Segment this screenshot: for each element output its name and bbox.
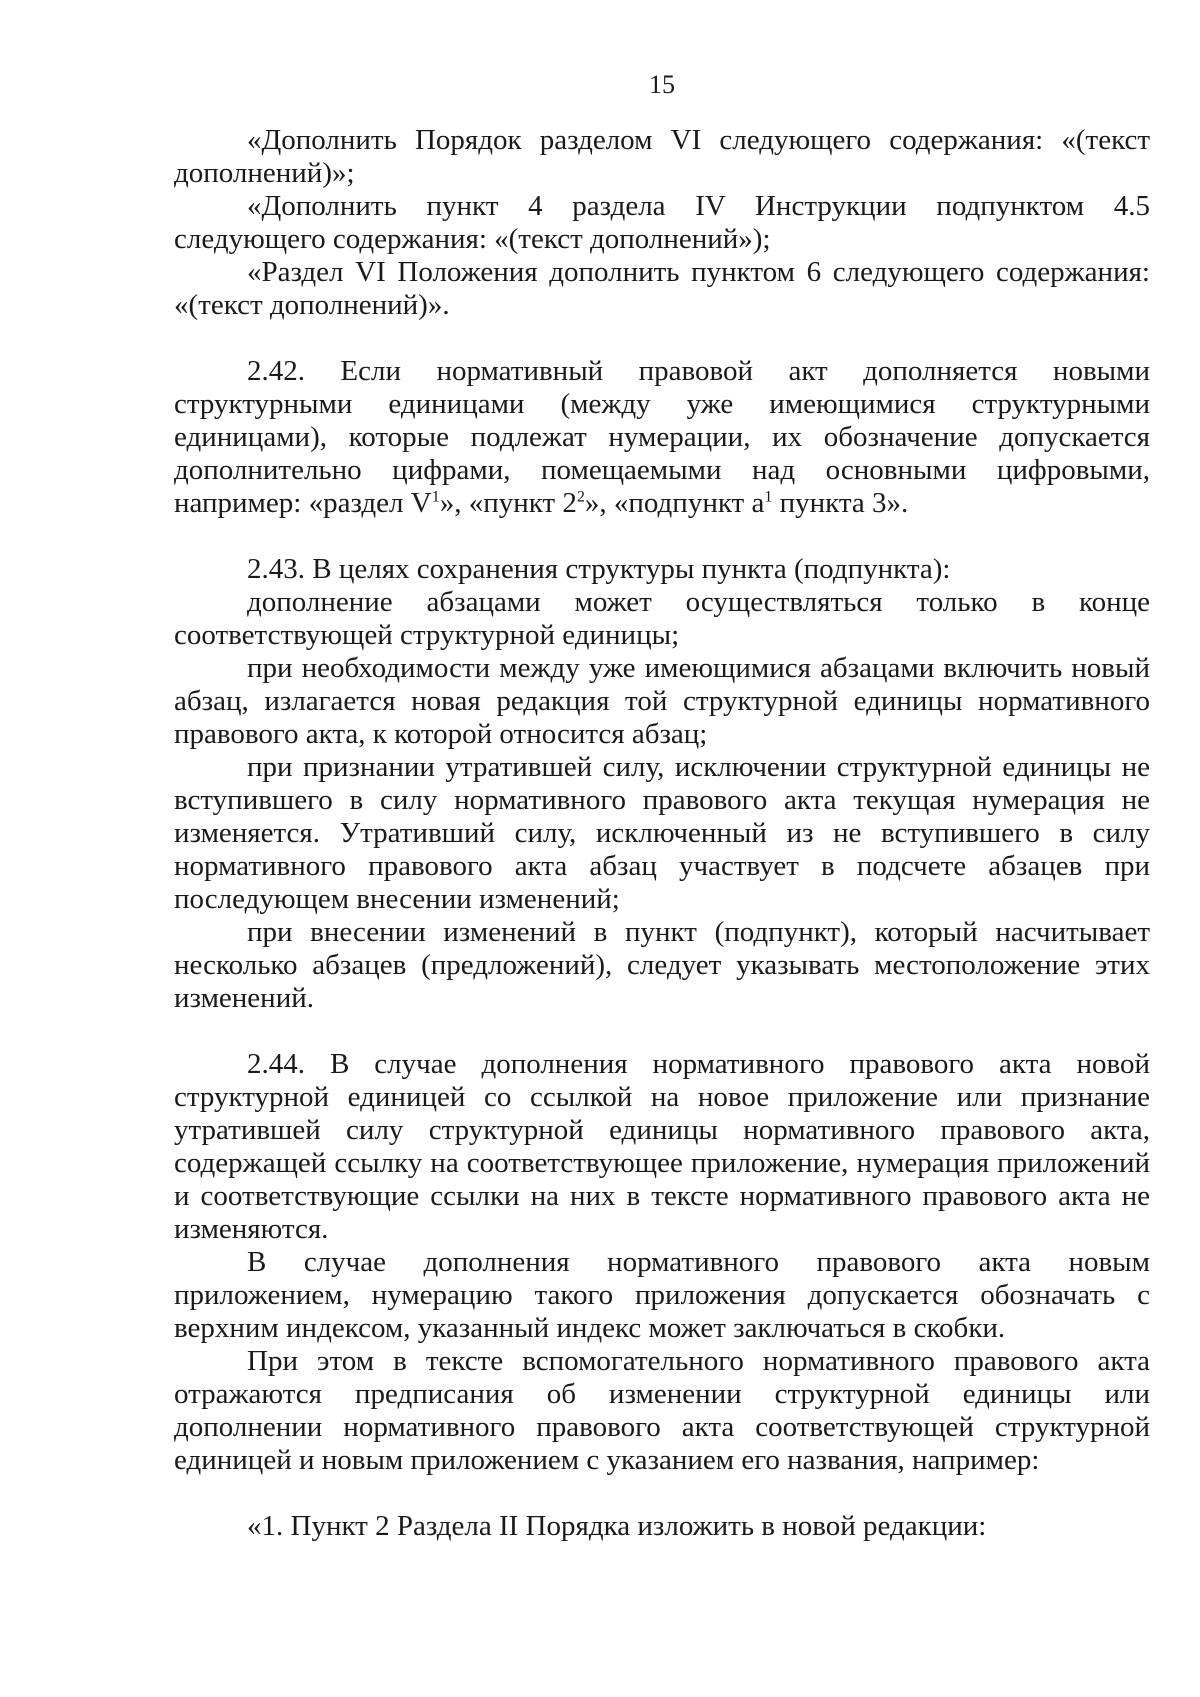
document-page xyxy=(174,70,1150,1543)
superscript-index: 1 xyxy=(764,488,773,506)
example-paragraph: «Дополнить пункт 4 раздела IV Инструкции подпунктом 4.5 следующего содержания: «(текст дополнений»); xyxy=(174,190,1150,255)
section-2-42-text: », «пункт 2 xyxy=(439,487,577,519)
section-2-44-paragraph: В случае дополнения нормативного правового акта новым приложением, нумерацию такого приложения допускается обозначать с верхним индексом, указанный индекс может заключаться в скобки. xyxy=(174,1246,1150,1344)
paragraph-gap xyxy=(174,322,1150,355)
page-number: 15 xyxy=(649,70,675,99)
section-2-42-text: », «подпункт а xyxy=(584,487,765,519)
section-2-43 xyxy=(174,553,1150,1015)
example-paragraph: «Дополнить Порядок разделом VI следующего содержания: «(текст дополнений)»; xyxy=(174,124,1150,189)
section-2-42-text: пункта 3». xyxy=(772,487,909,519)
list-paragraph: при необходимости между уже имеющимися абзацами включить новый абзац, излагается новая редакция той структурной единицы нормативного правового акта, к которой относится абзац; xyxy=(174,652,1150,750)
paragraph-gap xyxy=(174,520,1150,553)
section-2-43-heading: 2.43. В целях сохранения структуры пункта (подпункта): xyxy=(247,553,951,585)
examples-top xyxy=(174,124,1150,322)
paragraph-gap xyxy=(174,1015,1150,1048)
section-2-42 xyxy=(174,355,1150,520)
section-2-44-paragraph: При этом в тексте вспомогательного нормативного правового акта отражаются предписания об изменении структурной единицы или дополнении нормативного правового акта соответствующей структурной единицей и новым приложением с указанием его названия, например: xyxy=(174,1345,1150,1476)
list-paragraph: при внесении изменений в пункт (подпункт), который насчитывает несколько абзацев (предложений), следует указывать местоположение этих изменений. xyxy=(174,916,1150,1014)
paragraph-gap xyxy=(174,1477,1150,1510)
section-2-44 xyxy=(174,1048,1150,1477)
list-paragraph: дополнение абзацами может осуществляться только в конце соответствующей структурной единицы; xyxy=(174,586,1150,651)
section-2-44-paragraph: 2.44. В случае дополнения нормативного правового акта новой структурной единицей со ссылкой на новое приложение или признание утратившей силу структурной единицы нормативного правового акта, содержащей ссылку на соответствующее приложение, нумерация приложений и соответствующие ссылки на них в тексте нормативного правового акта не изменяются. xyxy=(174,1048,1150,1245)
example-paragraph: «Раздел VI Положения дополнить пунктом 6 следующего содержания: «(текст дополнений)». xyxy=(174,256,1150,321)
section-2-42-text: 2.42. Если нормативный правовой акт дополняется новыми структурными единицами (между уже имеющимися структурными единицами), которые подлежат нумерации, их обозначение допускается дополнительно цифрами, помещаемыми над основными цифровыми, например: «раздел V xyxy=(174,355,1150,519)
example-bottom: «1. Пункт 2 Раздела II Порядка изложить в новой редакции: xyxy=(247,1510,987,1542)
list-paragraph: при признании утратившей силу, исключении структурной единицы не вступившего в силу нормативного правового акта текущая нумерация не изменяется. Утративший силу, исключенный из не вступившего в силу нормативного правового акта абзац участвует в подсчете абзацев при последующем внесении изменений; xyxy=(174,751,1150,915)
superscript-index: 1 xyxy=(431,488,440,506)
superscript-index: 2 xyxy=(576,488,585,506)
